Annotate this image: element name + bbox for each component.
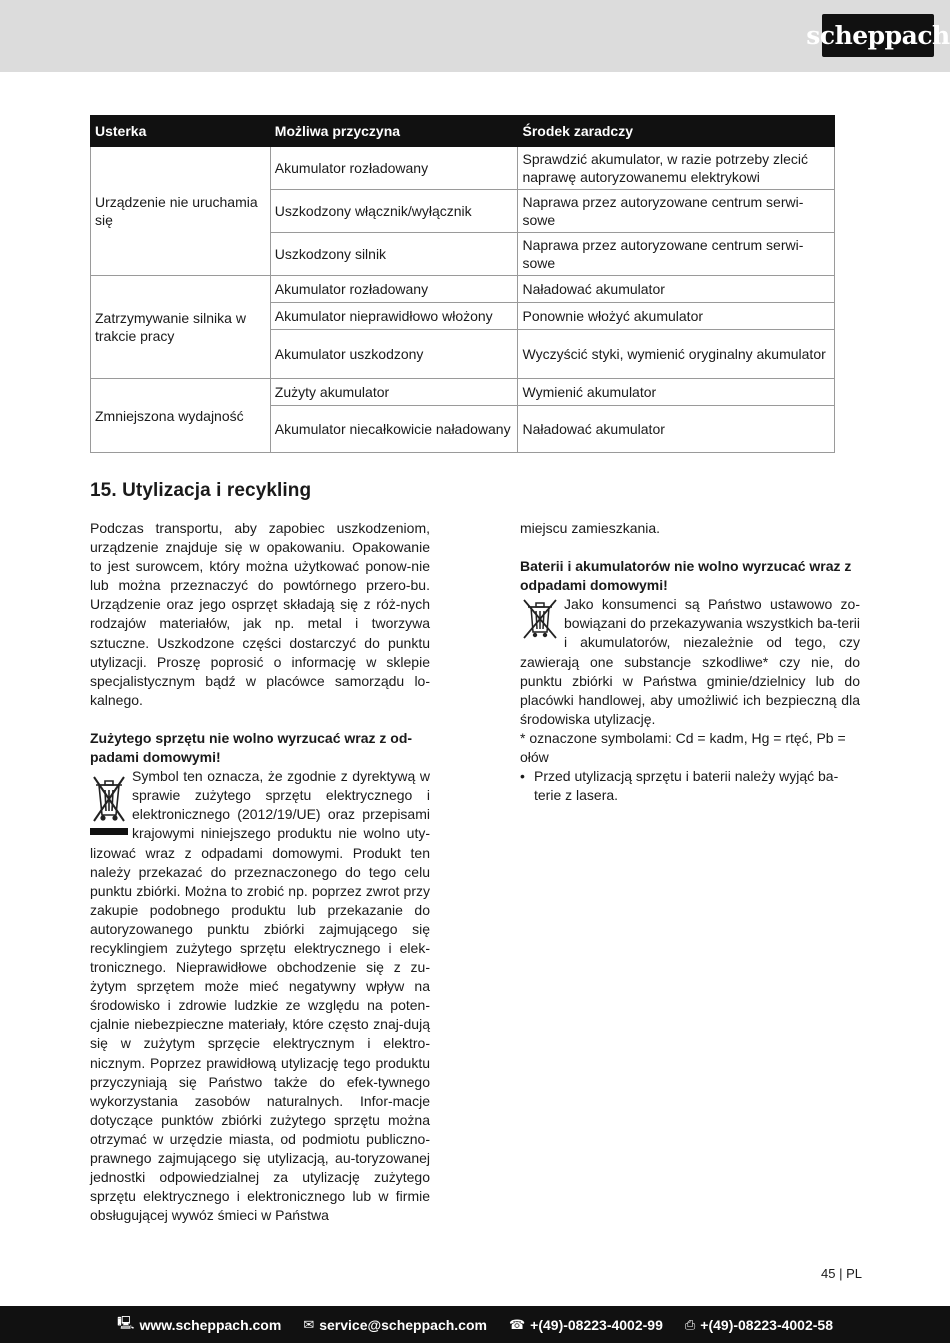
cause-cell: Akumulator nieprawidłowo włożony [270,303,518,330]
fault-cell: Zatrzymywanie silnika w trakcie pracy [91,276,271,379]
list-item [520,767,860,805]
weee-text: Symbol ten oznacza, że zgodnie z dyrektywą w sprawie zużytego sprzętu elektrycznego i elektronicznego (2012/19/UE) oraz przepisami krajowymi niniejszego produktu nie wolno uty-lizować wraz z odpadami domowymi. Produkt ten należy przekazać do przeznaczonego do tego celu punktu zbiórki. Można to zrobić np. poprzez zwrot przy zakupie podobnego produktu lub przekazanie do autoryzowanego punktu zbiórki zajmującego się recyklingiem zużytego sprzętu elektrycznego i elek-tronicznego. Nieprawidłowe obchodzenie się z zu-żytym sprzętem może mieć negatywny wpływ na środowisko i zdrowie ludzkie ze względu na poten-cjalnie niebezpieczne materiały, które często znaj-dują się w zużytym sprzęcie elektrycznym i elektro-nicznym. Poprzez prawidłową utylizację tego produktu przyczyniają się Państwo także do efek-tywnego wykorzystania zasobów naturalnych. Infor-macje dotyczące punktów zbiórki zużytego sprzętu można otrzymać w urzędzie miasta, od podmiotu publiczno-prawnego zajmującego się utylizacją, au-toryzowanej jednostki odpowiedzialnej za utylizację zużytego sprzętu elektrycznego i elektronicznego lub w firmie obsługującej wywóz śmieci w Państwa [90,768,430,1224]
weee-paragraph [90,767,430,1225]
cause-cell: Uszkodzony silnik [270,233,518,276]
page-number: 45 | PL [821,1266,862,1281]
remedy-cell: Naprawa przez autoryzowane centrum serwi-sowe [518,233,835,276]
packaging-paragraph: Podczas transportu, aby zapobiec uszkodzeniom, urządzenie znajduje się w opakowaniu. Opakowanie to jest surowcem, który można użytkować ponow-nie lub można przeznaczyć do powtórnego przero-bu. Urządzenie oraz jego osprzęt składają się z róż-nych rodzajów materiałów, jak np. metal i tworzywa sztuczne. Uszkodzone części dostarczyć do punktu utylizacji. Proszę poprosić o informację w sklepie specjalistycznym bądź w placówce samorządu lo-kalnego. [90,520,430,708]
cause-cell: Zużyty akumulator [270,379,518,406]
battery-paragraph [520,595,860,729]
fault-cell: Zmniejszona wydajność [91,379,271,453]
fax-number: +(49)-08223-4002-58 [700,1316,833,1333]
footer-email[interactable] [303,1317,487,1333]
remedy-cell: Wymienić akumulator [518,379,835,406]
weee-heading: Zużytego sprzętu nie wolno wyrzucać wraz z od-padami domowymi! [90,729,413,766]
remedy-cell: Naładować akumulator [518,406,835,453]
bullet-text: Przed utylizacją sprzętu i baterii należy wyjąć ba-terie z lasera. [534,768,839,804]
fax-icon: ⎙ [684,1316,696,1332]
header-fault: Usterka [91,116,271,147]
phone-number: +(49)-08223-4002-99 [530,1316,663,1333]
phone-icon: ☎ [508,1316,526,1332]
cause-cell: Akumulator niecałkowicie naładowany [270,406,518,453]
remedy-cell: Ponownie włożyć akumulator [518,303,835,330]
troubleshooting-table [90,115,835,453]
fault-cell: Urządzenie nie uruchamia się [91,147,271,276]
footer-website[interactable] [117,1314,281,1336]
header-remedy: Środek zaradczy [518,116,835,147]
footer-phone [509,1317,663,1333]
left-column [90,519,430,1225]
section-title: 15. Utylizacja i recykling [90,480,312,501]
battery-heading: Baterii i akumulatorów nie wolno wyrzucać wraz z odpadami domowymi! [520,558,852,594]
symbol-note: * oznaczone symbolami: Cd = kadm, Hg = rtęć, Pb = ołów [520,729,846,766]
table-row [91,276,835,303]
remedy-cell: Sprawdzić akumulator, w razie potrzeby zlecić naprawę autoryzowanemu elektrykowi [518,147,835,190]
continued-paragraph: miejscu zamieszkania. [520,520,661,536]
header-cause: Możliwa przyczyna [270,116,518,147]
website-link[interactable]: www.scheppach.com [139,1316,282,1333]
table-row [91,379,835,406]
right-column [520,519,860,805]
crossed-bin-icon [90,771,128,839]
crossed-bin-icon [520,598,560,640]
cause-cell: Akumulator rozładowany [270,147,518,190]
table-row [91,147,835,190]
footer-bar [0,1306,950,1343]
battery-text: Jako konsumenci są Państwo ustawowo zo-bowiązani do przekazywania wszystkich ba-terii i akumulatorów, niezależnie od tego, czy zawierają one substancje szkodliwe* czy nie, do punktu zbiórki w Państwa gminie/dzielnicy lub do placówki handlowej, aby umożliwić ich bezpieczną dla środowiska utylizację. [520,596,860,727]
table-header-row [91,116,835,147]
mail-icon: ✉ [303,1316,315,1332]
cause-cell: Akumulator rozładowany [270,276,518,303]
remedy-cell: Naładować akumulator [518,276,835,303]
remedy-cell: Naprawa przez autoryzowane centrum serwi-sowe [518,190,835,233]
bullet-icon: • [520,768,525,785]
email-link[interactable]: service@scheppach.com [319,1316,487,1333]
cause-cell: Uszkodzony włącznik/wyłącznik [270,190,518,233]
footer-fax [685,1317,833,1333]
computer-icon: 🖳 [117,1314,135,1330]
remedy-cell: Wyczyścić styki, wymienić oryginalny akumulator [518,330,835,379]
cause-cell: Akumulator uszkodzony [270,330,518,379]
scheppach-logo: scheppach [822,14,934,57]
